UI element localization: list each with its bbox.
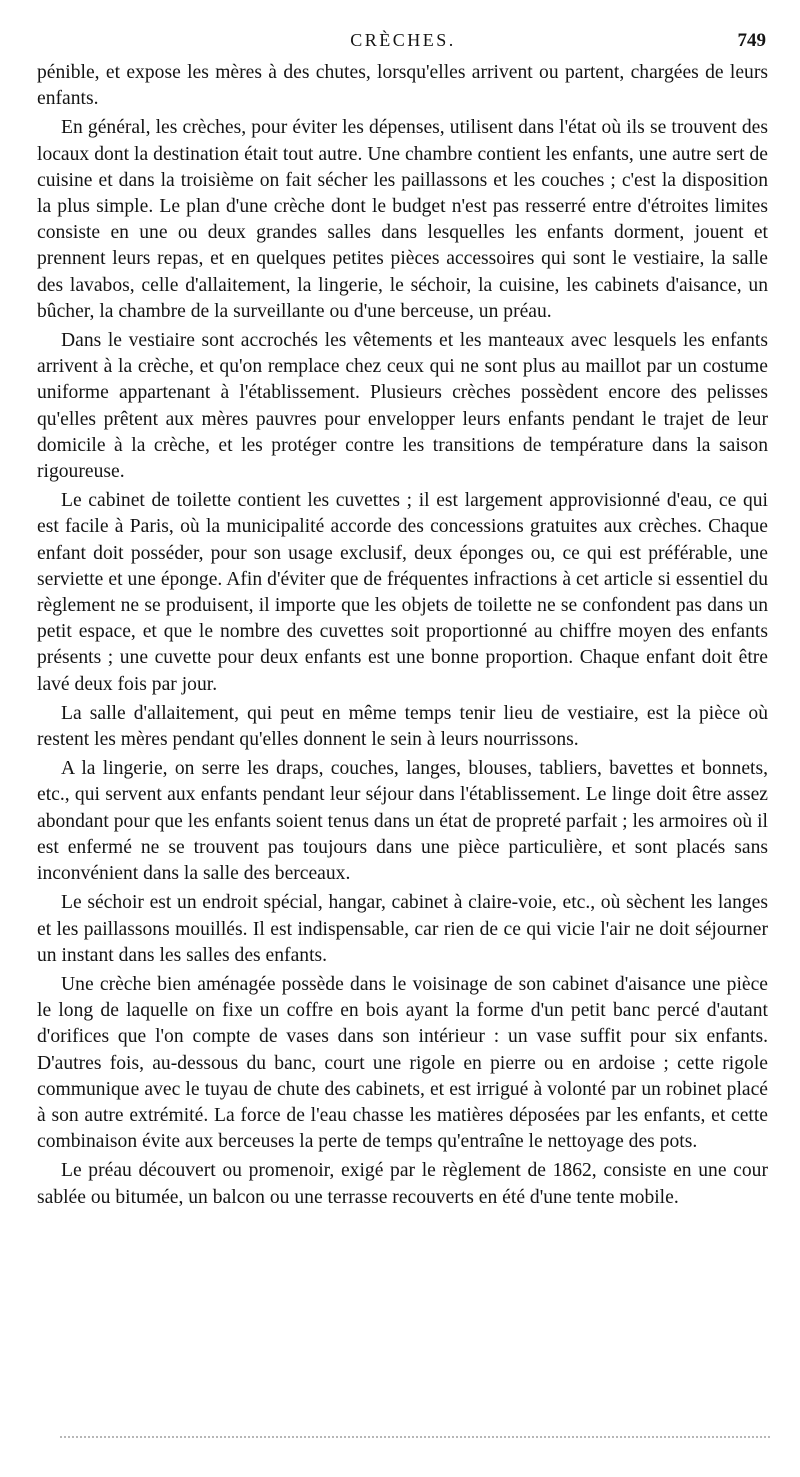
running-title: CRÈCHES. (350, 30, 456, 50)
paragraph: Le préau découvert ou promenoir, exigé par le règlement de 1862, consiste en une cour sablée ou bitumée, un balcon ou une terrasse recouverts en été d'une tente mobile. (37, 1160, 768, 1208)
paragraph: Une crèche bien aménagée possède dans le voisinage de son cabinet d'aisance une pièce le long de laquelle on fixe un coffre en bois ayant la forme d'un petit banc percé d'autant d'orifices que l'on compte de vases dans son intérieur : un vase suffit pour six enfants. D'autres fois, au-dessous du banc, court une rigole en pierre ou en ardoise ; cette rigole communique avec le tuyau de chute des cabinets, et est irrigué à volonté par un robinet placé à son autre extrémité. La force de l'eau chasse les matières déposées par les enfants, et cette combinaison évite aux berceuses la perte de temps qu'entraîne le nettoyage des pots. (37, 973, 768, 1153)
paragraph-continuation: pénible, et expose les mères à des chutes, lorsqu'elles arrivent ou partent, chargées de leurs enfants. (37, 62, 768, 110)
paragraph: Dans le vestiaire sont accrochés les vêtements et les manteaux avec lesquels les enfants arrivent à la crèche, et qu'on remplace chez ceux qui ne sont plus au maillot par un costume uniforme appartenant à l'établissement. Plusieurs crèches possèdent encore des pelisses qu'elles prêtent aux mères pauvres pour envelopper leurs enfants pendant le trajet de leur domicile à la crèche, et les protéger contre les transitions de température dans la saison rigoureuse. (37, 330, 768, 483)
paragraph: En général, les crèches, pour éviter les dépenses, utilisent dans l'état où ils se trouvent des locaux dont la destination était tout autre. Une chambre contient les enfants, une autre sert de cuisine et dans la troisième on fait sécher les paillassons et les couches ; c'est la disposition la plus simple. Le plan d'une crèche dont le budget n'est pas resserré entre d'étroites limites consiste en une ou deux grandes salles dans lesquelles les enfants dorment, jouent et prennent leurs repas, et en quelques petites pièces accessoires qui sont le vestiaire, la salle des lavabos, celle d'allaitement, la lingerie, le séchoir, la cuisine, les cabinets d'aisance, un bûcher, la chambre de la surveillante ou d'une berceuse, un préau. (37, 117, 768, 322)
paragraph: Le séchoir est un endroit spécial, hangar, cabinet à claire-voie, etc., où sèchent les langes et les paillassons mouillés. Il est indispensable, car rien de ce qui vicie l'air ne doit séjourner un instant dans les salles des enfants. (37, 892, 768, 966)
paragraph: Le cabinet de toilette contient les cuvettes ; il est largement approvisionné d'eau, ce qui est facile à Paris, où la municipalité accorde des concessions gratuites aux crèches. Chaque enfant doit posséder, pour son usage exclusif, deux éponges ou, ce qui est préférable, une serviette et une éponge. Afin d'éviter que de fréquentes infractions à cet article si essentiel du règlement ne se produisent, il importe que les objets de toilette ne se confondent pas dans un petit espace, et que le nombre des cuvettes soit proportionné au chiffre moyen des enfants présents ; une cuvette pour deux enfants est une bonne proportion. Chaque enfant doit être lavé deux fois par jour. (37, 490, 768, 695)
running-head (36, 30, 770, 54)
paragraph: A la lingerie, on serre les draps, couches, langes, blouses, tabliers, bavettes et bonnets, etc., qui servent aux enfants pendant leur séjour dans l'établissement. Le linge doit être assez abondant pour que les enfants soient tenus dans un état de propreté parfait ; les armoires où il est enfermé ne se trouvent pas toujours dans une pièce particulière, et sont placés sans inconvénient dans la salle des berceaux. (37, 758, 768, 885)
page-number: 749 (737, 30, 766, 51)
bleed-through-line (60, 1436, 770, 1438)
paragraph: La salle d'allaitement, qui peut en même temps tenir lieu de vestiaire, est la pièce où restent les mères pendant qu'elles donnent le sein à leurs nourrissons. (37, 702, 768, 751)
body-text (37, 60, 768, 1214)
